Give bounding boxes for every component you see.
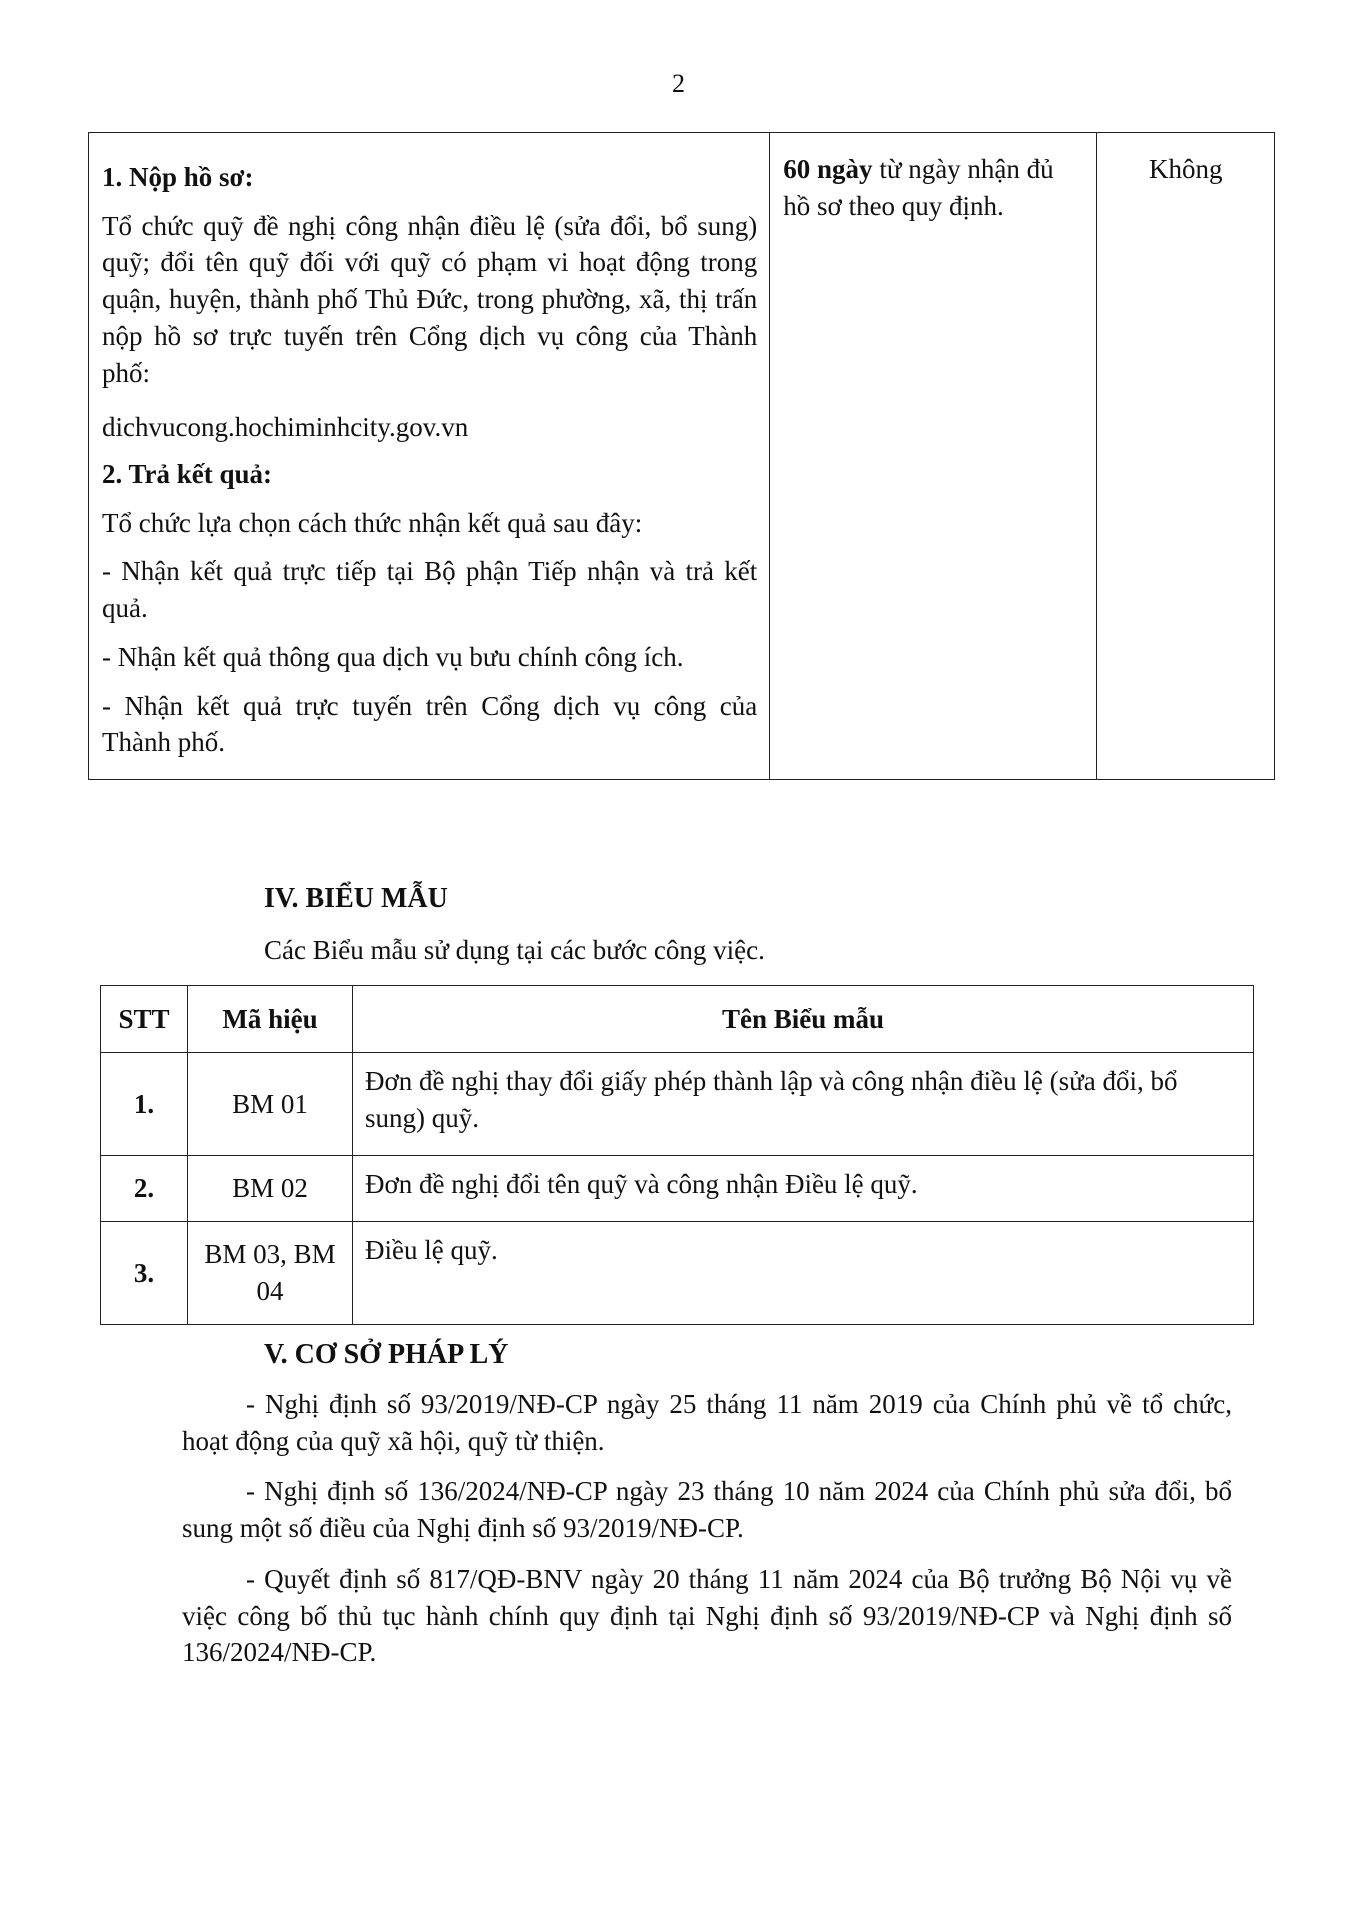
page-number: 2 bbox=[672, 69, 685, 98]
result-heading: 2. Trả kết quả: bbox=[102, 459, 273, 490]
forms-table bbox=[100, 985, 1254, 1325]
row-stt: 2. bbox=[101, 1156, 188, 1222]
result-intro: Tổ chức lựa chọn cách thức nhận kết quả sau đây: bbox=[102, 507, 643, 538]
duration-text: từ ngày nhận đủ hồ sơ theo quy định. bbox=[783, 154, 1054, 221]
table-row bbox=[101, 1053, 1254, 1156]
row-name: Đơn đề nghị đổi tên quỹ và công nhận Điều lệ quỹ. bbox=[353, 1156, 1254, 1222]
duration-cell bbox=[770, 133, 1097, 780]
duration-value: 60 ngày bbox=[783, 154, 873, 184]
legal-item: - Nghị định số 93/2019/NĐ-CP ngày 25 tháng 11 năm 2019 của Chính phủ về tổ chức, hoạt động của quỹ xã hội, quỹ từ thiện. bbox=[182, 1389, 1232, 1456]
result-option: - Nhận kết quả trực tiếp tại Bộ phận Tiếp nhận và trả kết quả. bbox=[102, 556, 758, 624]
submit-text: Tổ chức quỹ đề nghị công nhận điều lệ (sửa đổi, bổ sung) quỹ; đổi tên quỹ đối với quỹ có phạm vi hoạt động trong quận, huyện, thành phố Thủ Đức, trong phường, xã, thị trấn nộp hồ sơ trực tuyến trên Cổng dịch vụ công của Thành phố: bbox=[102, 210, 758, 388]
procedure-table bbox=[88, 132, 1275, 780]
row-name: Đơn đề nghị thay đổi giấy phép thành lập và công nhận điều lệ (sửa đổi, bổ sung) quỹ. bbox=[353, 1053, 1254, 1156]
legal-basis-list bbox=[182, 1386, 1232, 1685]
procedure-row bbox=[89, 133, 1275, 780]
submit-heading: 1. Nộp hồ sơ: bbox=[102, 162, 254, 192]
row-code: BM 01 bbox=[188, 1053, 353, 1156]
legal-item: - Nghị định số 136/2024/NĐ-CP ngày 23 tháng 10 năm 2024 của Chính phủ sửa đổi, bổ sung một số điều của Nghị định số 93/2019/NĐ-CP. bbox=[182, 1476, 1232, 1544]
row-stt: 1. bbox=[101, 1053, 188, 1156]
result-option: - Nhận kết quả thông qua dịch vụ bưu chính công ích. bbox=[102, 641, 684, 672]
submit-url: dichvucong.hochiminhcity.gov.vn bbox=[102, 412, 469, 443]
forms-table-header bbox=[101, 986, 1254, 1053]
row-name: Điều lệ quỹ. bbox=[353, 1222, 1254, 1325]
table-row bbox=[101, 1156, 1254, 1222]
table-row bbox=[101, 1222, 1254, 1325]
fee-cell: Không bbox=[1097, 133, 1275, 780]
row-stt: 3. bbox=[101, 1222, 188, 1325]
header-code: Mã hiệu bbox=[188, 986, 353, 1053]
row-code: BM 02 bbox=[188, 1156, 353, 1222]
row-code: BM 03, BM 04 bbox=[188, 1222, 353, 1325]
legal-section-title: V. CƠ SỞ PHÁP LÝ bbox=[264, 1339, 509, 1370]
result-option: - Nhận kết quả trực tuyến trên Cổng dịch vụ công của Thành phố. bbox=[102, 690, 758, 758]
forms-section-title: IV. BIỂU MẪU bbox=[264, 883, 448, 914]
procedure-steps-cell bbox=[89, 133, 770, 780]
header-stt: STT bbox=[101, 986, 188, 1053]
header-name: Tên Biểu mẫu bbox=[353, 986, 1254, 1053]
legal-item: - Quyết định số 817/QĐ-BNV ngày 20 tháng 11 năm 2024 của Bộ trưởng Bộ Nội vụ về việc công bố thủ tục hành chính quy định tại Nghị định số 93/2019/NĐ-CP và Nghị định số 136/2024/NĐ-CP. bbox=[182, 1563, 1232, 1668]
forms-section-intro: Các Biểu mẫu sử dụng tại các bước công việc. bbox=[264, 935, 765, 965]
